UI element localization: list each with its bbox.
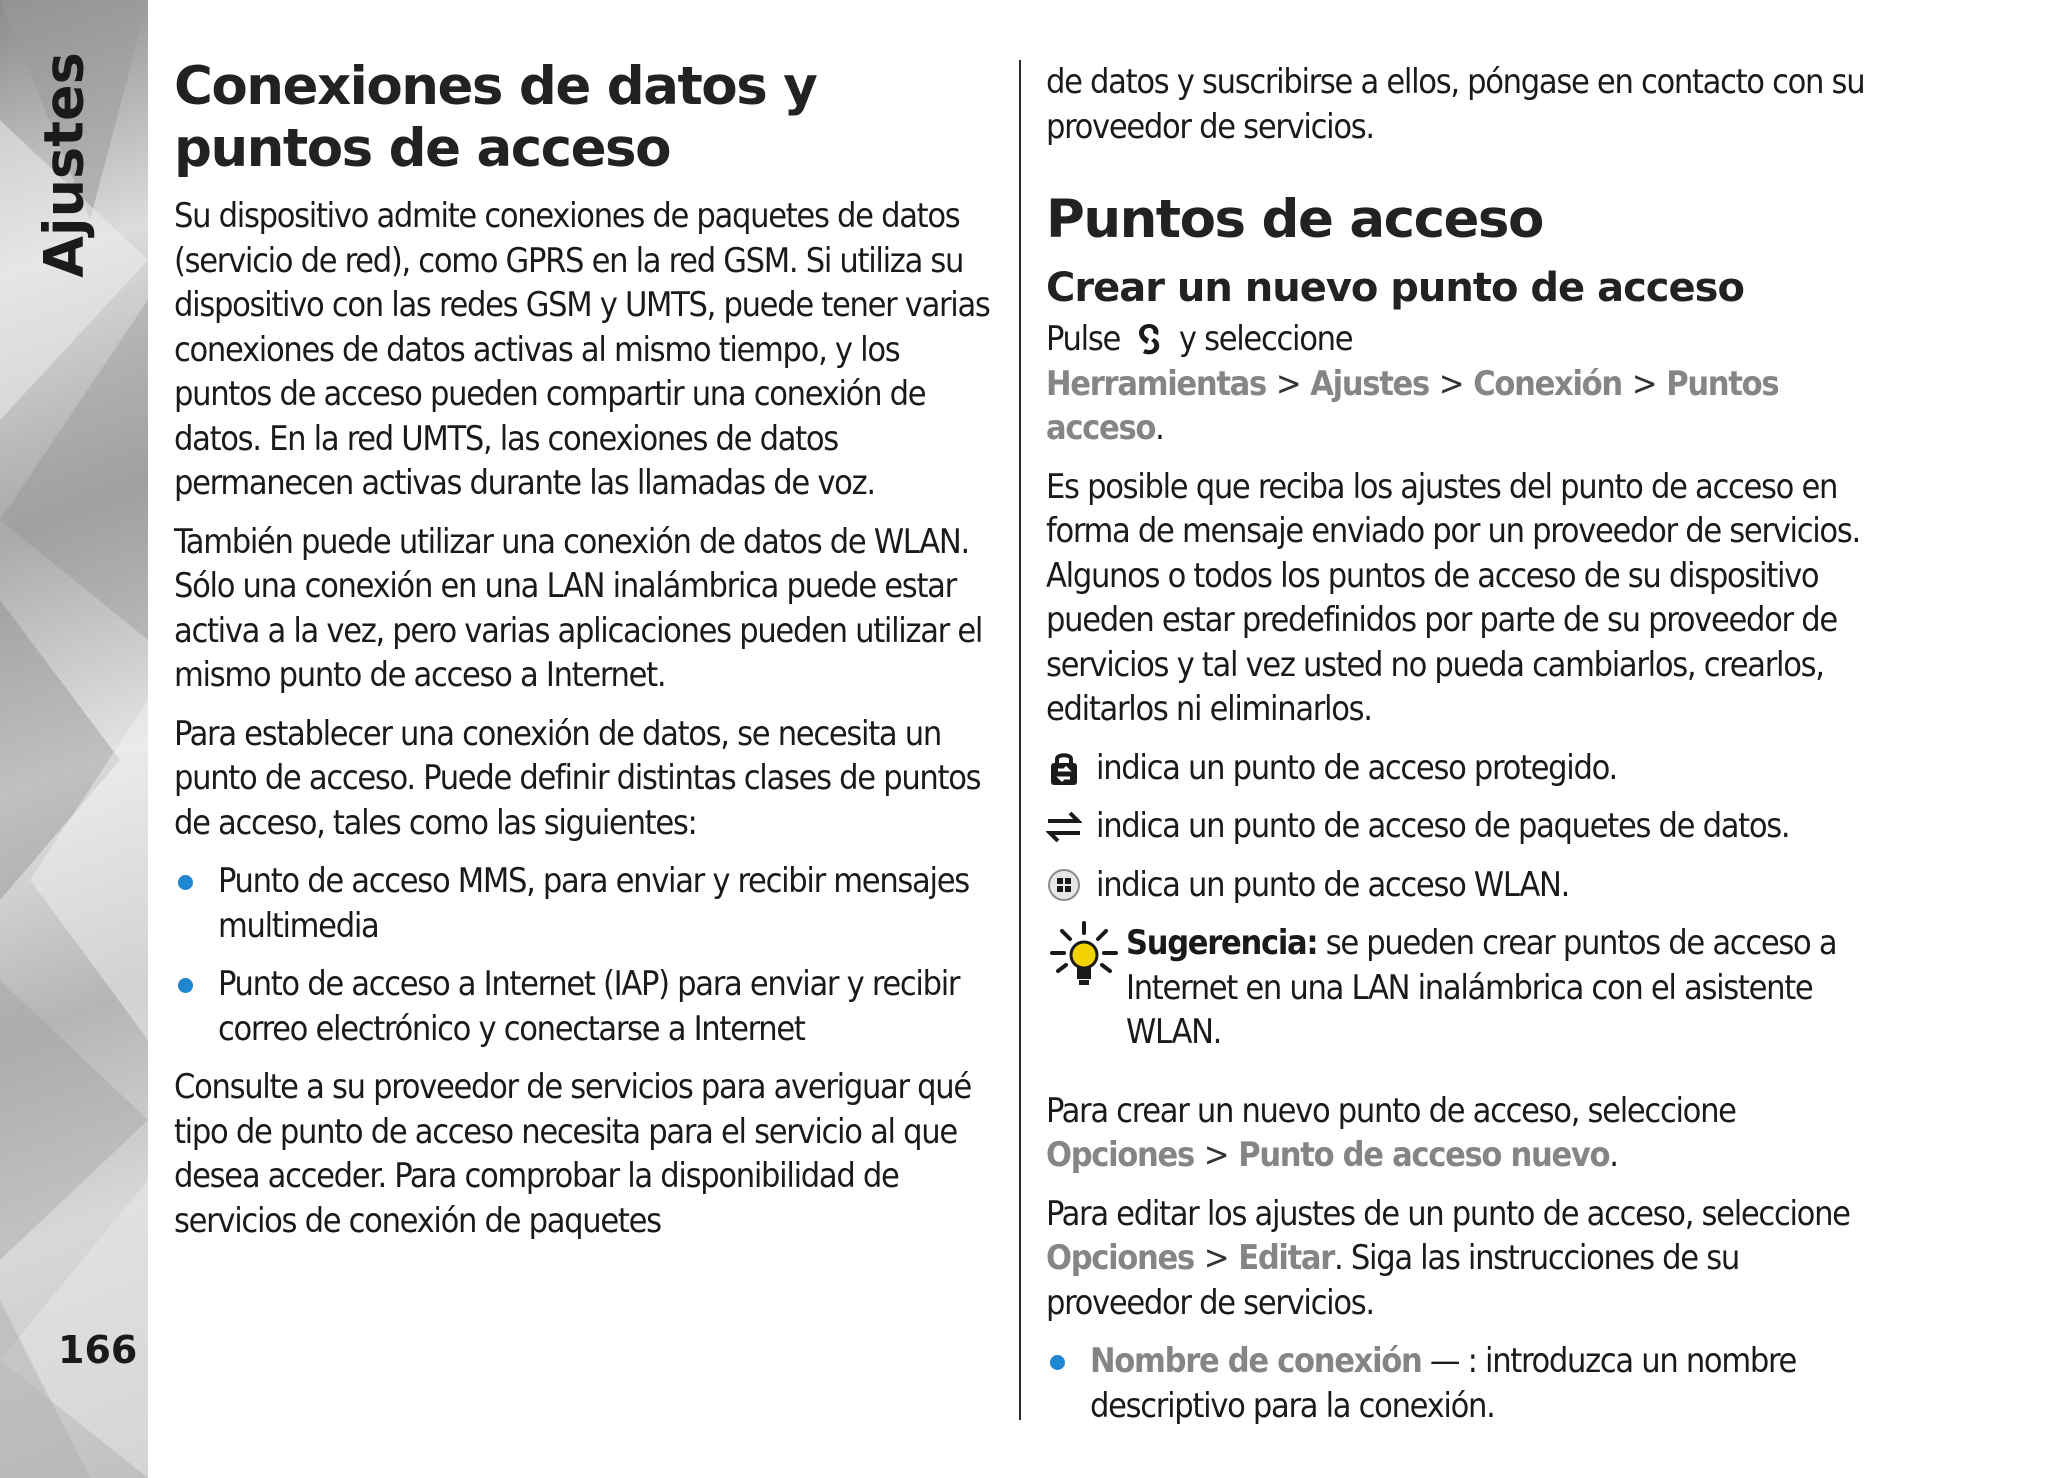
menu-item-editar[interactable]: Editar <box>1238 1238 1335 1278</box>
protected-access-point-icon <box>1046 749 1082 787</box>
bullet-icon <box>1050 1355 1065 1370</box>
paragraph-continuation: de datos y suscribirse a ellos, póngase en contacto con su proveedor de servicios. <box>1046 62 1865 147</box>
section-heading: Puntos de acceso <box>1046 189 1543 250</box>
bullet-icon <box>178 875 193 890</box>
paragraph-access-point-types: Para establecer una conexión de datos, se necesita un punto de acceso. Puede definir distintas clases de puntos de acceso, tales como las siguientes: <box>174 713 981 843</box>
tip-box <box>1046 921 1886 1055</box>
menu-item-opciones[interactable]: Opciones <box>1046 1135 1194 1175</box>
list-item: Nombre de conexión — : introduzca un nombre descriptivo para la conexión. <box>1046 1339 1886 1428</box>
list-item: Punto de acceso a Internet (IAP) para enviar y recibir correo electrónico y conectarse a Internet <box>174 962 1004 1051</box>
paragraph-consult-provider: Consulte a su proveedor de servicios para averiguar qué tipo de punto de acceso necesita para el servicio al que desea acceder. Para comprobar la disponibilidad de servicios de conexión de paquetes <box>174 1067 971 1241</box>
legend-wlan: indica un punto de acceso WLAN. <box>1046 863 1886 908</box>
menu-item-conexion[interactable]: Conexión <box>1473 363 1622 404</box>
page-number: 166 <box>58 1328 138 1372</box>
list-item: Punto de acceso MMS, para enviar y recibir mensajes multimedia <box>174 859 1004 948</box>
menu-item-puntos-acceso[interactable]: Puntos acceso <box>1046 363 1779 448</box>
paragraph-menu-path: Pulse y seleccione Herramientas > Ajustes > Conexión > Puntos acceso. <box>1046 319 1779 448</box>
section-sidebar <box>0 0 148 1478</box>
paragraph-edit-access-point: Para editar los ajustes de un punto de acceso, seleccione Opciones > Editar. Siga las instrucciones de su proveedor de servicios. <box>1046 1193 1850 1323</box>
right-column <box>1046 60 1886 1428</box>
legend-protected: indica un punto de acceso protegido. <box>1046 746 1886 791</box>
column-divider <box>1019 60 1021 1420</box>
menu-item-opciones-edit[interactable]: Opciones <box>1046 1238 1194 1278</box>
packet-data-icon <box>1046 807 1082 845</box>
bullet-icon <box>178 978 193 993</box>
page-title: Conexiones de datos y puntos de acceso <box>174 56 817 179</box>
menu-key-icon <box>1132 320 1166 358</box>
access-point-list <box>174 859 1004 1051</box>
paragraph-predefined-access-points: Es posible que reciba los ajustes del punto de acceso en forma de mensaje enviado por un proveedor de servicios. Algunos o todos los puntos de acceso de su dispositivo pueden estar predefinidos por parte de su proveedor de servicios y tal vez usted no pueda cambiarlos, crearlos, editarlos ni eliminarlos. <box>1046 466 1860 729</box>
menu-item-ajustes[interactable]: Ajustes <box>1310 363 1429 404</box>
paragraph-packet-data: Su dispositivo admite conexiones de paquetes de datos (servicio de red), como GPRS en la red GSM. Si utiliza su dispositivo con las redes GSM y UMTS, puede tener varias conexiones de datos activas al mismo tiempo, y los puntos de acceso pueden compartir una conexión de datos. En la red UMTS, las conexiones de datos permanecen activas durante las llamadas de voz. <box>174 196 990 503</box>
setting-connection-name[interactable]: Nombre de conexión <box>1090 1341 1422 1381</box>
paragraph-create-access-point: Para crear un nuevo punto de acceso, seleccione Opciones > Punto de acceso nuevo. <box>1046 1090 1736 1175</box>
menu-item-punto-de-acceso-nuevo[interactable]: Punto de acceso nuevo <box>1238 1135 1610 1175</box>
lightbulb-icon <box>1046 921 1126 991</box>
settings-list <box>1046 1339 1886 1428</box>
tip-text: Sugerencia: se pueden crear puntos de acceso a Internet en una LAN inalámbrica con el asistente WLAN. <box>1126 923 1837 1052</box>
legend-packet-data: indica un punto de acceso de paquetes de datos. <box>1046 804 1886 849</box>
left-column <box>174 56 1004 1243</box>
menu-item-herramientas[interactable]: Herramientas <box>1046 363 1266 404</box>
paragraph-wlan: También puede utilizar una conexión de datos de WLAN. Sólo una conexión en una LAN inalámbrica puede estar activa a la vez, pero varias aplicaciones pueden utilizar el mismo punto de acceso a Internet. <box>174 521 983 695</box>
wlan-icon <box>1046 866 1082 904</box>
section-tab-label: Ajustes <box>32 52 96 278</box>
subsection-heading: Crear un nuevo punto de acceso <box>1046 265 1744 311</box>
